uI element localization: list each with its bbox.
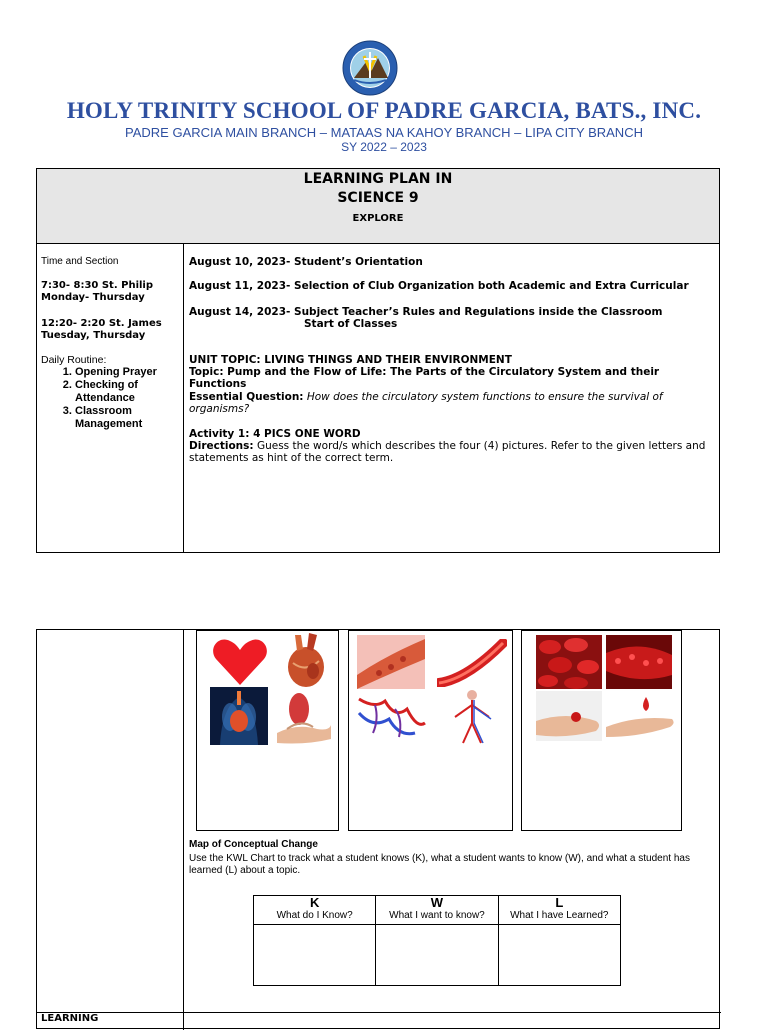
essential-question-label: Essential Question: xyxy=(189,391,304,403)
picture-group-vessels xyxy=(348,630,513,831)
essential-question-text: How does the circulatory system functions to ensure the survival of organisms? xyxy=(189,391,663,415)
blood-flow-image xyxy=(606,635,672,689)
kwl-caption: What I have Learned? xyxy=(510,910,609,921)
time-section-column xyxy=(37,244,184,552)
finger-blood-drop-image xyxy=(536,691,602,741)
schedule-2-days: Tuesday, Thursday xyxy=(41,330,146,341)
activities-column xyxy=(184,244,719,552)
school-seal-logo xyxy=(342,40,398,96)
learning-label: LEARNING xyxy=(41,1013,99,1024)
schedule-1-days: Monday- Thursday xyxy=(41,292,145,303)
plan-phase: EXPLORE xyxy=(352,213,404,224)
directions xyxy=(189,440,714,464)
kwl-cell-l[interactable] xyxy=(498,925,620,986)
kwl-caption: What do I Know? xyxy=(276,910,353,921)
daily-routine xyxy=(41,354,183,431)
daily-routine-label: Daily Routine: xyxy=(41,354,107,366)
schedule-2-time: 12:20- 2:20 St. James xyxy=(41,318,162,329)
anatomical-heart-image xyxy=(283,633,329,691)
time-section-label: Time and Section xyxy=(41,256,119,267)
unit-topic: UNIT TOPIC: LIVING THINGS AND THEIR ENVIRONMENT xyxy=(189,354,512,366)
picture-group-heart xyxy=(196,630,339,831)
essential-question xyxy=(189,391,714,415)
learning-plan-table xyxy=(36,168,720,553)
heart-in-hand-image xyxy=(277,689,331,745)
directions-label: Directions: xyxy=(189,440,254,452)
artery-cross-section-image xyxy=(357,635,425,689)
kwl-column-l xyxy=(498,896,620,925)
kwl-letter: K xyxy=(309,895,320,910)
topic: Topic: Pump and the Flow of Life: The Parts of the Circulatory System and their Functions xyxy=(189,366,660,390)
picture-group-blood xyxy=(521,630,682,831)
kwl-caption: What I want to know? xyxy=(389,910,485,921)
date-entry-1: August 10, 2023- Student’s Orientation xyxy=(189,256,423,268)
routine-item: 3. Classroom Management xyxy=(75,405,183,431)
kwl-letter: L xyxy=(555,895,564,910)
plan-title-line2: SCIENCE 9 xyxy=(337,190,419,206)
map-description: Use the KWL Chart to track what a student knows (K), what a student wants to know (W), and what a student has learned (L) about a topic. xyxy=(189,853,690,876)
kwl-column-k xyxy=(254,896,376,925)
branches-line: PADRE GARCIA MAIN BRANCH – MATAAS NA KAHOY BRANCH – LIPA CITY BRANCH xyxy=(125,125,643,140)
column-divider xyxy=(183,630,184,1030)
plan-header xyxy=(37,169,719,244)
routine-item: 2. Checking of Attendance xyxy=(75,379,183,405)
kwl-cell-k[interactable] xyxy=(254,925,376,986)
school-year: SY 2022 – 2023 xyxy=(341,140,427,154)
routine-item: 1. Opening Prayer xyxy=(75,366,183,379)
kwl-column-w xyxy=(376,896,498,925)
date-entry-3-cont: Start of Classes xyxy=(304,318,398,330)
schedule-1-time: 7:30- 8:30 St. Philip xyxy=(41,280,154,291)
human-circulatory-system-image xyxy=(441,689,503,745)
routine-list xyxy=(41,366,183,431)
school-name: HOLY TRINITY SCHOOL OF PADRE GARCIA, BATS., INC. xyxy=(66,98,702,123)
kwl-chart xyxy=(253,895,621,986)
date-entry-2: August 11, 2023- Selection of Club Organization both Academic and Extra Curricular xyxy=(189,280,689,292)
kwl-cell-w[interactable] xyxy=(376,925,498,986)
activity-table xyxy=(36,629,720,1029)
blood-vessel-tube-image xyxy=(437,639,507,687)
row-divider xyxy=(37,1012,721,1013)
chest-heart-xray-image xyxy=(210,687,268,745)
date-entry-3: August 14, 2023- Subject Teacher’s Rules and Regulations inside the Classroom xyxy=(189,306,663,318)
heart-symbol-image xyxy=(212,637,268,687)
kwl-letter: W xyxy=(430,895,444,910)
hand-blood-drop-image xyxy=(606,693,676,741)
directions-text: Guess the word/s which describes the four (4) pictures. Refer to the given letters and statements as hint of the correct term. xyxy=(189,440,706,464)
activity-title: Activity 1: 4 PICS ONE WORD xyxy=(189,428,361,440)
red-blood-cells-image xyxy=(536,635,602,689)
capillary-network-image xyxy=(355,689,429,745)
plan-title-line1: LEARNING PLAN IN xyxy=(303,171,453,187)
map-title: Map of Conceptual Change xyxy=(189,839,318,850)
